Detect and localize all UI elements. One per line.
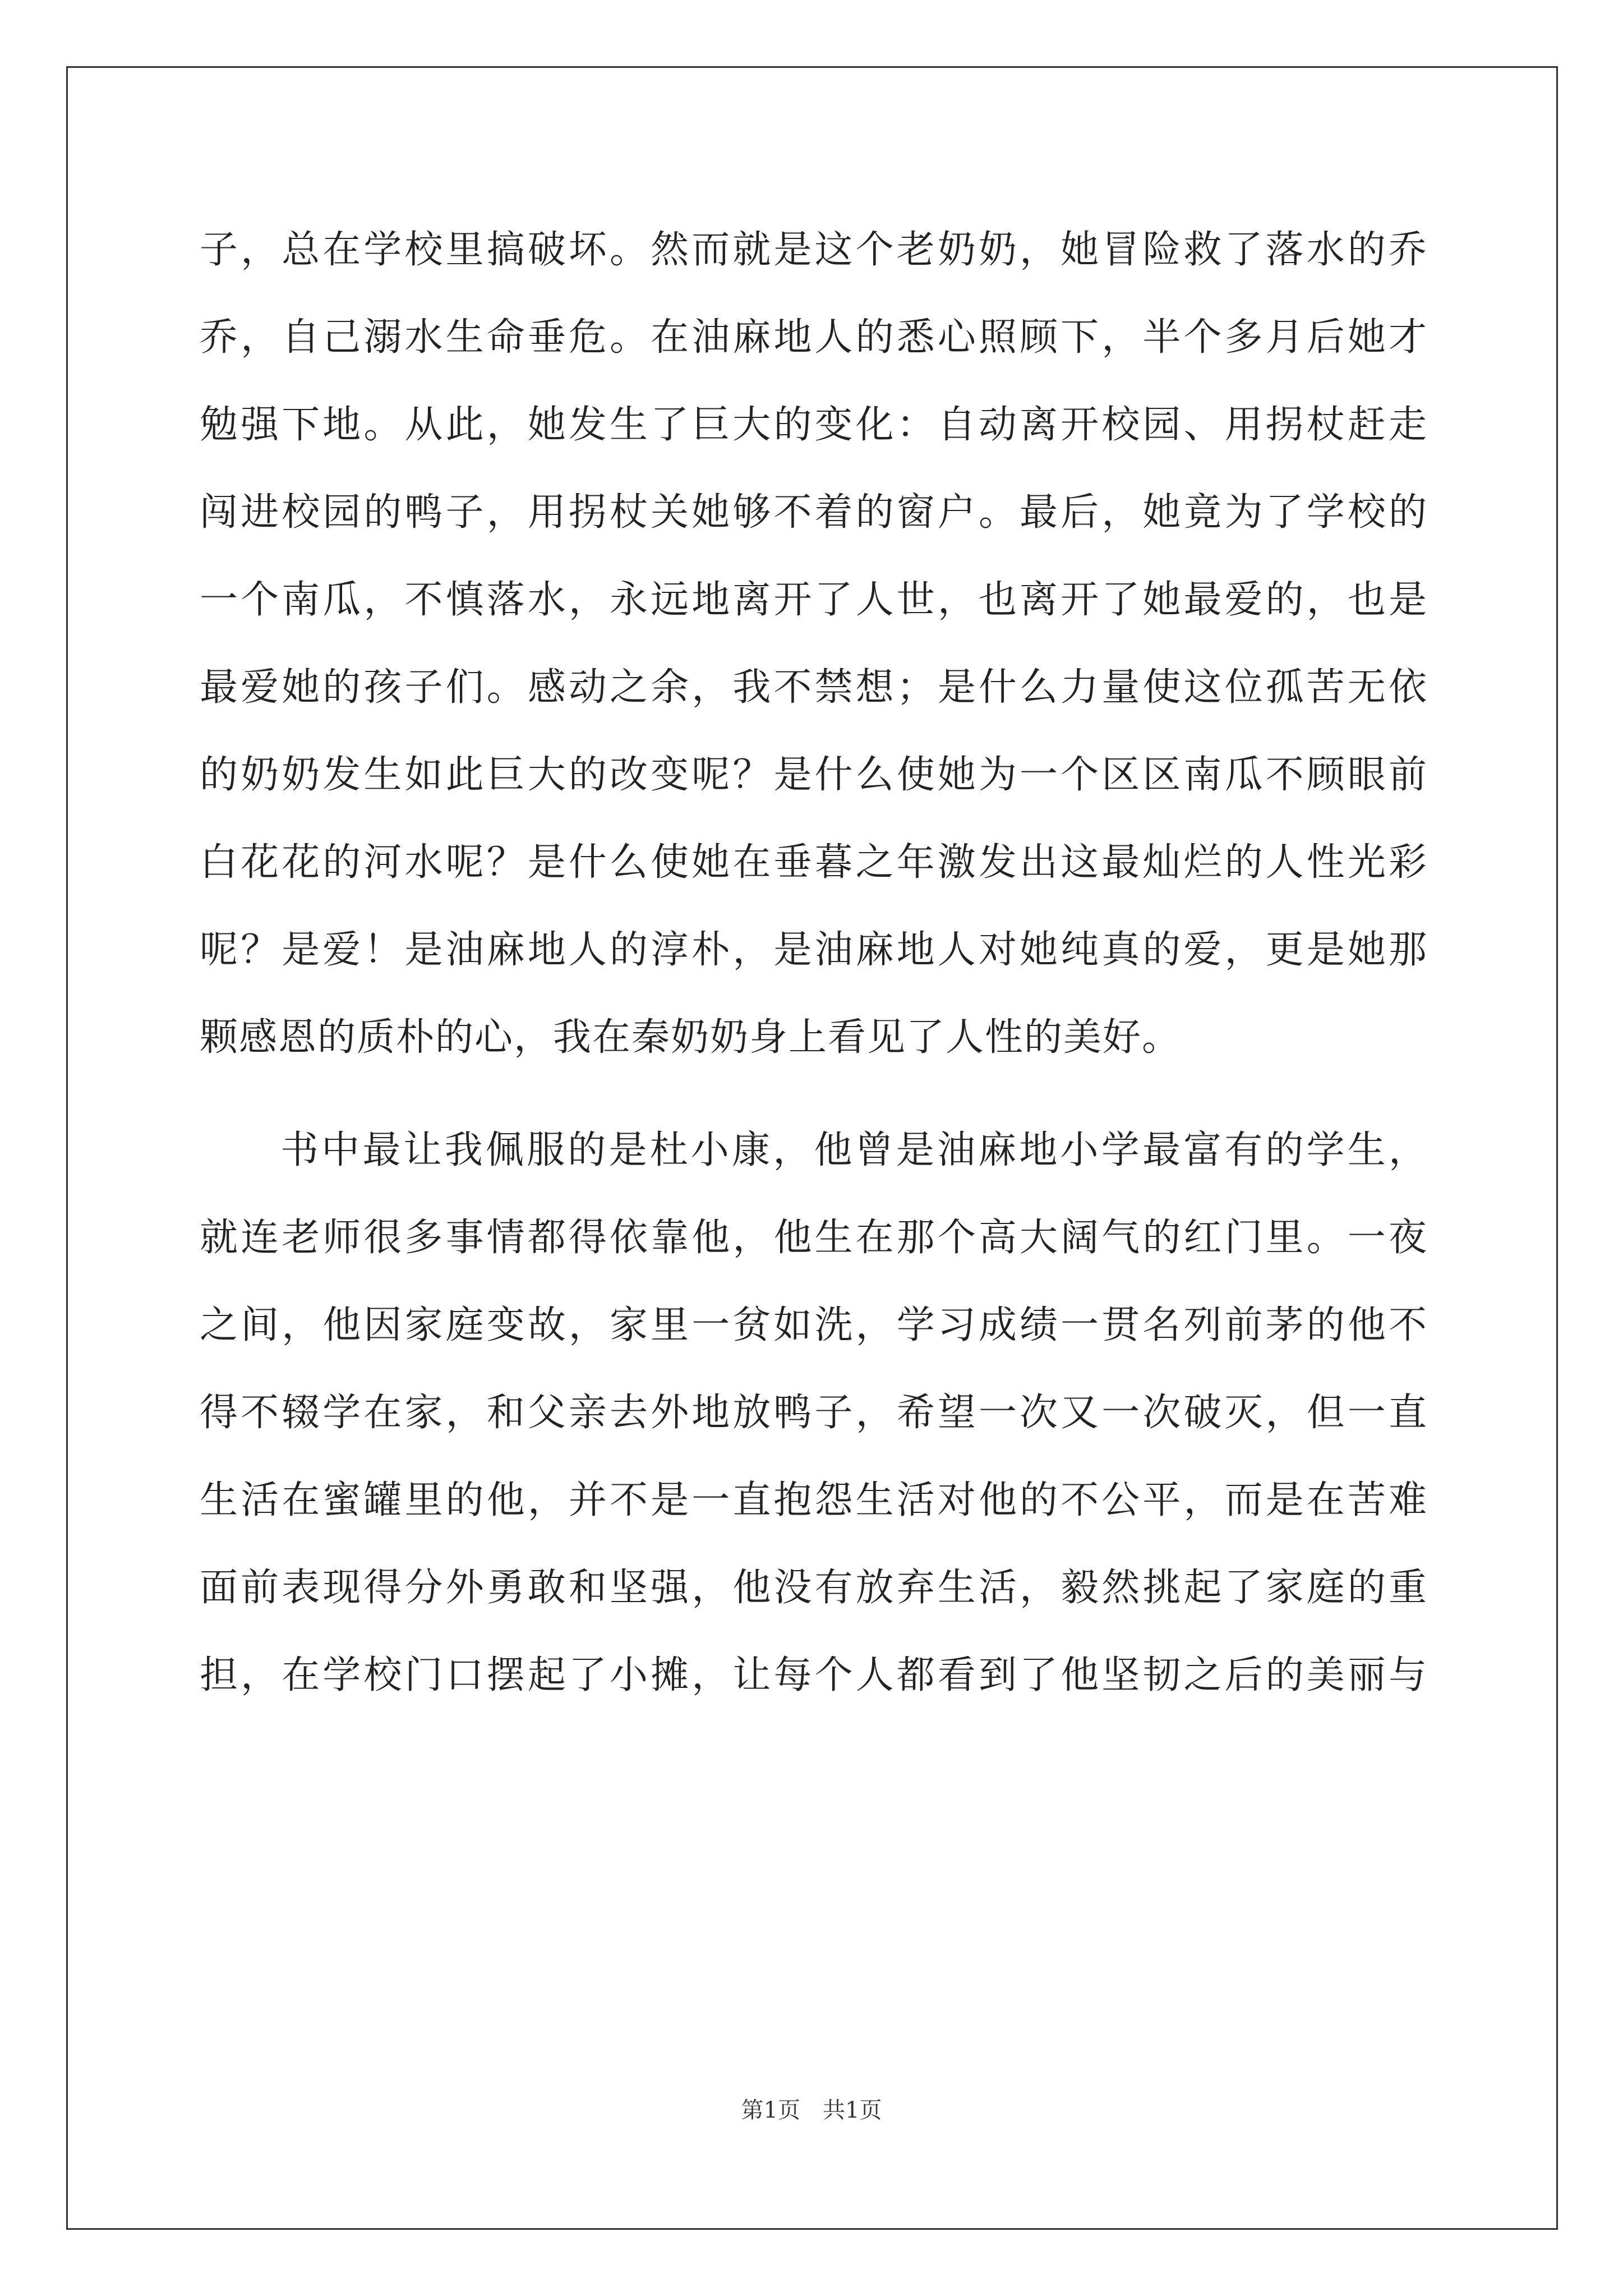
page-footer <box>0 2092 1623 2124</box>
paragraph-gap <box>200 1082 1428 1107</box>
text-line: 呢？是爱！是油麻地人的淳朴，是油麻地人对她纯真的爱，更是她那 <box>200 928 1428 972</box>
text-line: 之间，他因家庭变故，家里一贫如洗，学习成绩一贯名列前茅的他不 <box>200 1303 1428 1347</box>
text-line: 子，总在学校里搞破坏。然而就是这个老奶奶，她冒险救了落水的乔 <box>200 228 1428 272</box>
text-line: 勉强下地。从此，她发生了巨大的变化：自动离开校园、用拐杖赶走 <box>200 403 1428 447</box>
text-line: 最爱她的孩子们。感动之余，我不禁想；是什么力量使这位孤苦无依 <box>200 665 1428 710</box>
text-line: 面前表现得分外勇敢和坚强，他没有放弃生活，毅然挑起了家庭的重 <box>200 1566 1428 1610</box>
text-line: 闯进校园的鸭子，用拐杖关她够不着的窗户。最后，她竟为了学校的 <box>200 490 1428 535</box>
text-line: 乔，自己溺水生命垂危。在油麻地人的悉心照顾下，半个多月后她才 <box>200 315 1428 360</box>
document-body <box>200 206 1428 1719</box>
page-number-label: 第1页 共1页 <box>741 2097 882 2123</box>
text-line: 得不辍学在家，和父亲去外地放鸭子，希望一次又一次破灭，但一直 <box>200 1391 1428 1435</box>
text-line: 书中最让我佩服的是杜小康，他曾是油麻地小学最富有的学生， <box>280 1128 1428 1172</box>
text-line: 颗感恩的质朴的心，我在秦奶奶身上看见了人性的美好。 <box>200 1015 1182 1060</box>
text-line: 白花花的河水呢？是什么使她在垂暮之年激发出这最灿烂的人性光彩 <box>200 840 1428 885</box>
text-line: 一个南瓜，不慎落水，永远地离开了人世，也离开了她最爱的，也是 <box>200 578 1428 622</box>
paragraph-2 <box>200 1107 1428 1719</box>
paragraph-1 <box>200 206 1428 1082</box>
text-line: 就连老师很多事情都得依靠他，他生在那个高大阔气的红门里。一夜 <box>200 1216 1428 1260</box>
text-line: 担，在学校门口摆起了小摊，让每个人都看到了他坚韧之后的美丽与 <box>200 1653 1428 1697</box>
text-line: 的奶奶发生如此巨大的改变呢？是什么使她为一个区区南瓜不顾眼前 <box>200 753 1428 797</box>
text-line: 生活在蜜罐里的他，并不是一直抱怨生活对他的不公平，而是在苦难 <box>200 1478 1428 1522</box>
